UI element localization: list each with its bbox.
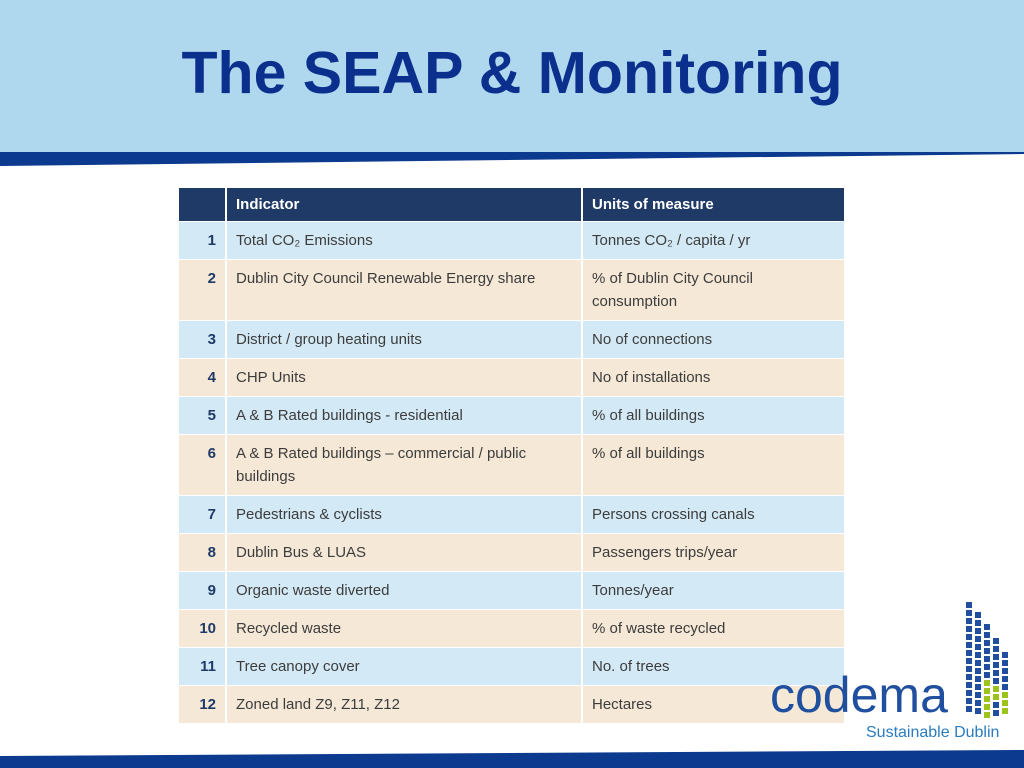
- row-indicator: Zoned land Z9, Z11, Z12: [225, 685, 581, 723]
- row-indicator: Tree canopy cover: [225, 647, 581, 685]
- header-units: Units of measure: [581, 188, 844, 221]
- row-units: Persons crossing canals: [581, 495, 844, 533]
- indicator-table: [179, 188, 844, 723]
- row-units: No. of trees: [581, 647, 844, 685]
- row-number: 4: [179, 358, 225, 396]
- row-units: Tonnes CO₂ / capita / yr: [581, 221, 844, 259]
- row-units: % of all buildings: [581, 434, 844, 495]
- codema-logo: [770, 602, 1010, 746]
- row-indicator: Total CO₂ Emissions: [225, 221, 581, 259]
- row-indicator: Recycled waste: [225, 609, 581, 647]
- row-units: Hectares: [581, 685, 844, 723]
- header-number: [179, 188, 225, 221]
- row-indicator: CHP Units: [225, 358, 581, 396]
- row-units: Passengers trips/year: [581, 533, 844, 571]
- logo-wordmark: codema: [770, 667, 948, 723]
- row-number: 11: [179, 647, 225, 685]
- slide-title: The SEAP & Monitoring: [181, 40, 843, 106]
- row-number: 8: [179, 533, 225, 571]
- row-units: No of installations: [581, 358, 844, 396]
- table-row: [179, 533, 844, 571]
- row-indicator: District / group heating units: [225, 320, 581, 358]
- row-indicator: Dublin Bus & LUAS: [225, 533, 581, 571]
- row-number: 7: [179, 495, 225, 533]
- table-row: [179, 434, 844, 495]
- table-row: [179, 495, 844, 533]
- row-number: 12: [179, 685, 225, 723]
- row-indicator: A & B Rated buildings - residential: [225, 396, 581, 434]
- table-header-row: [179, 188, 844, 221]
- table-row: [179, 647, 844, 685]
- header-indicator: Indicator: [225, 188, 581, 221]
- table-row: [179, 221, 844, 259]
- table-row: [179, 358, 844, 396]
- row-units: Tonnes/year: [581, 571, 844, 609]
- table-row: [179, 609, 844, 647]
- table-row: [179, 320, 844, 358]
- table-row: [179, 396, 844, 434]
- row-indicator: Dublin City Council Renewable Energy share: [225, 259, 581, 320]
- row-number: 6: [179, 434, 225, 495]
- row-units: % of all buildings: [581, 396, 844, 434]
- row-indicator: Organic waste diverted: [225, 571, 581, 609]
- table-row: [179, 259, 844, 320]
- row-units: No of connections: [581, 320, 844, 358]
- table-row: [179, 571, 844, 609]
- row-units: % of Dublin City Council consumption: [581, 259, 844, 320]
- row-number: 3: [179, 320, 225, 358]
- row-number: 1: [179, 221, 225, 259]
- table-row: [179, 685, 844, 723]
- footer-swoosh-band: [0, 750, 1024, 768]
- row-indicator: Pedestrians & cyclists: [225, 495, 581, 533]
- row-number: 9: [179, 571, 225, 609]
- logo-tagline: Sustainable Dublin: [866, 724, 1000, 741]
- row-number: 2: [179, 259, 225, 320]
- building-grid-icon: [966, 602, 1008, 720]
- row-number: 10: [179, 609, 225, 647]
- row-indicator: A & B Rated buildings – commercial / public buildings: [225, 434, 581, 495]
- row-units: % of waste recycled: [581, 609, 844, 647]
- row-number: 5: [179, 396, 225, 434]
